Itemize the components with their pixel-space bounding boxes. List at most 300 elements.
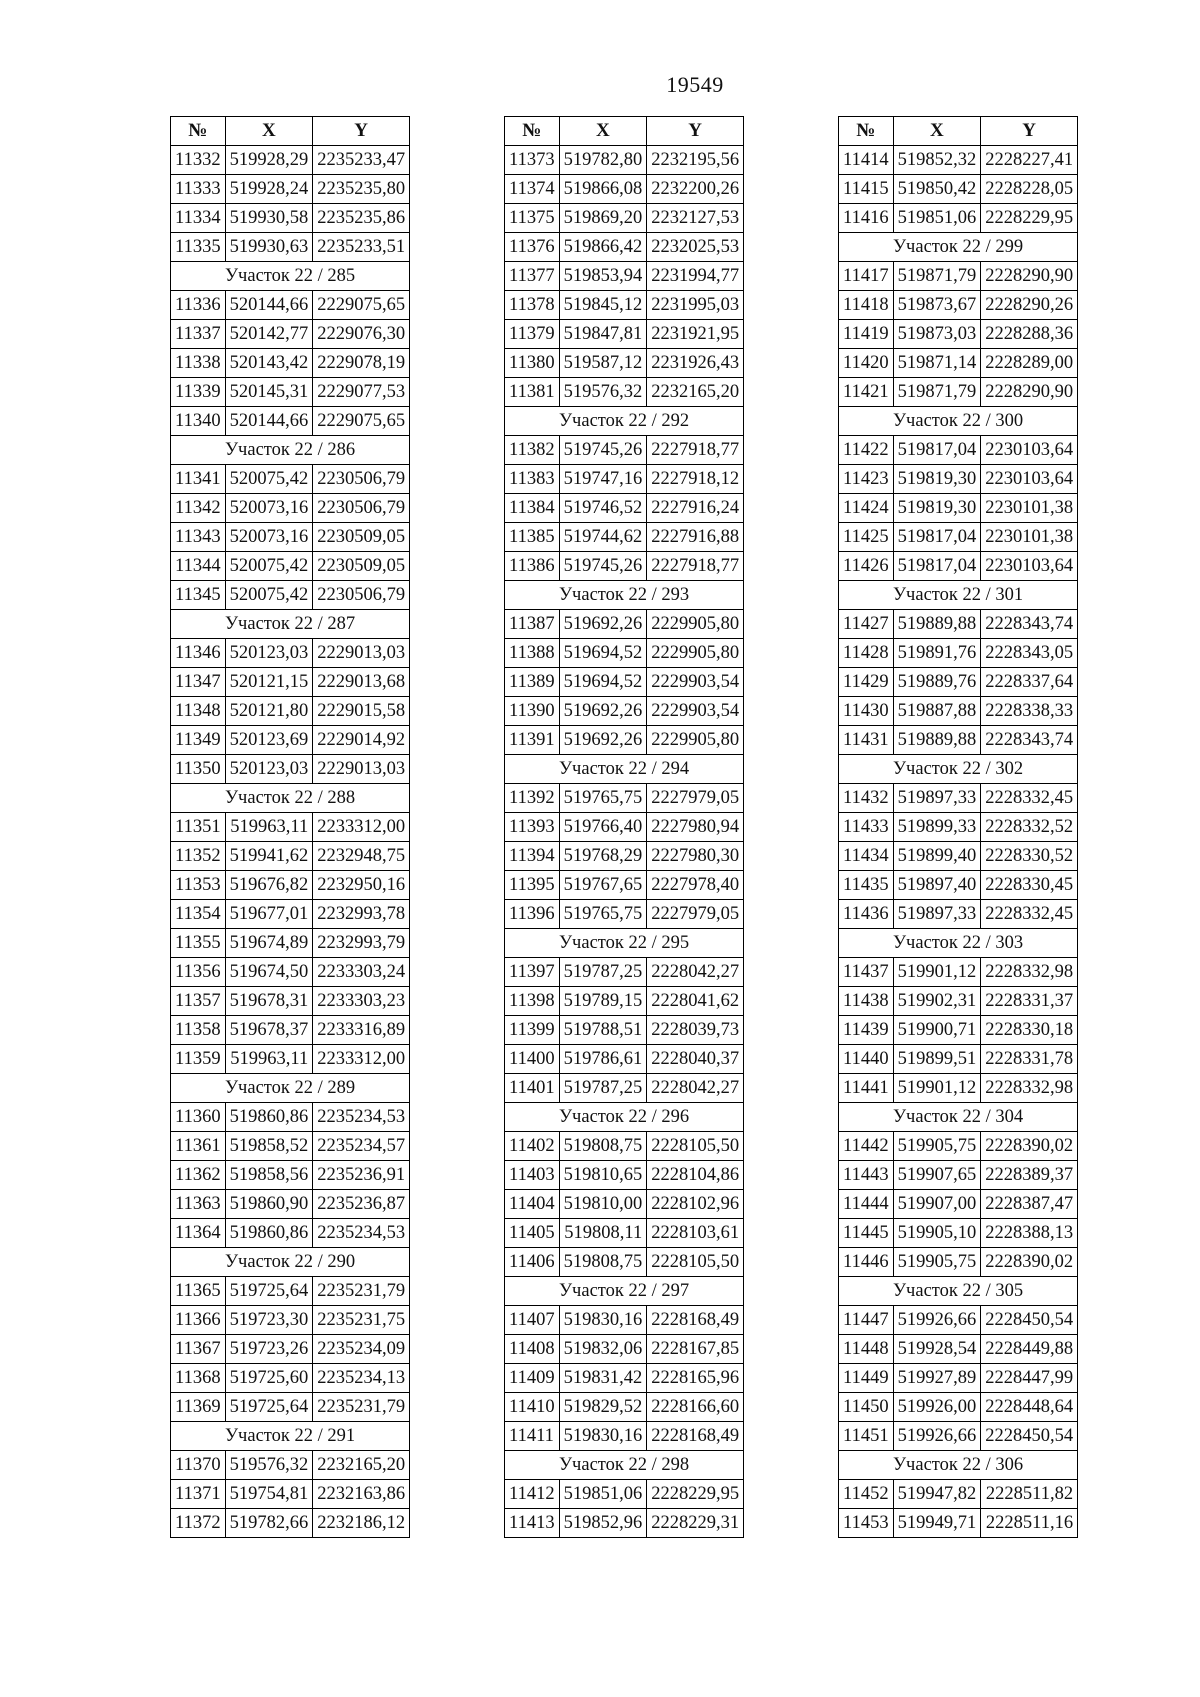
- point-number: 11367: [171, 1335, 226, 1364]
- table-row: [171, 813, 410, 842]
- x-value: 519747,16: [559, 465, 647, 494]
- table-row: [839, 726, 1078, 755]
- y-value: 2229905,80: [647, 639, 744, 668]
- point-number: 11424: [839, 494, 894, 523]
- table-row: [505, 813, 744, 842]
- x-value: 519930,58: [225, 204, 313, 233]
- y-value: 2228343,74: [981, 726, 1078, 755]
- y-value: 2229903,54: [647, 697, 744, 726]
- y-value: 2228290,90: [981, 378, 1078, 407]
- table-row: [171, 958, 410, 987]
- section-row: [171, 1074, 410, 1103]
- point-number: 11411: [505, 1422, 560, 1451]
- table-row: [505, 349, 744, 378]
- y-value: 2228332,45: [981, 784, 1078, 813]
- y-value: 2235234,53: [313, 1219, 410, 1248]
- x-value: 519901,12: [893, 1074, 981, 1103]
- table-row: [171, 1335, 410, 1364]
- table-row: [505, 726, 744, 755]
- y-value: 2228331,37: [981, 987, 1078, 1016]
- point-number: 11408: [505, 1335, 560, 1364]
- point-number: 11341: [171, 465, 226, 494]
- point-number: 11409: [505, 1364, 560, 1393]
- x-value: 519897,33: [893, 900, 981, 929]
- y-header: Y: [981, 117, 1078, 146]
- table-row: [839, 1509, 1078, 1538]
- table-row: [171, 146, 410, 175]
- section-row: [505, 929, 744, 958]
- point-number: 11343: [171, 523, 226, 552]
- x-value: 519692,26: [559, 697, 647, 726]
- x-value: 519905,10: [893, 1219, 981, 1248]
- y-value: 2231921,95: [647, 320, 744, 349]
- point-number: 11422: [839, 436, 894, 465]
- point-number: 11441: [839, 1074, 894, 1103]
- y-value: 2228448,64: [981, 1393, 1078, 1422]
- table-row: [505, 1306, 744, 1335]
- y-value: 2228337,64: [981, 668, 1078, 697]
- y-value: 2232163,86: [313, 1480, 410, 1509]
- section-label: Участок 22 / 289: [171, 1074, 410, 1103]
- y-value: 2228105,50: [647, 1248, 744, 1277]
- point-number: 11378: [505, 291, 560, 320]
- x-value: 519677,01: [225, 900, 313, 929]
- x-value: 520145,31: [225, 378, 313, 407]
- x-value: 519889,76: [893, 668, 981, 697]
- table-row: [839, 1422, 1078, 1451]
- x-value: 519819,30: [893, 494, 981, 523]
- table-row: [171, 871, 410, 900]
- x-value: 519674,89: [225, 929, 313, 958]
- y-value: 2235236,87: [313, 1190, 410, 1219]
- y-value: 2227918,77: [647, 552, 744, 581]
- x-value: 519887,88: [893, 697, 981, 726]
- table-row: [171, 465, 410, 494]
- section-row: [839, 581, 1078, 610]
- x-value: 519897,40: [893, 871, 981, 900]
- x-value: 520123,03: [225, 639, 313, 668]
- point-number: 11350: [171, 755, 226, 784]
- x-value: 519926,66: [893, 1422, 981, 1451]
- table-row: [839, 320, 1078, 349]
- y-value: 2227979,05: [647, 784, 744, 813]
- point-number: 11380: [505, 349, 560, 378]
- point-number: 11370: [171, 1451, 226, 1480]
- point-number: 11405: [505, 1219, 560, 1248]
- y-value: 2235231,79: [313, 1277, 410, 1306]
- y-value: 2228229,95: [647, 1480, 744, 1509]
- table-row: [839, 1190, 1078, 1219]
- point-number: 11340: [171, 407, 226, 436]
- table-row: [839, 465, 1078, 494]
- y-value: 2232025,53: [647, 233, 744, 262]
- y-value: 2235234,57: [313, 1132, 410, 1161]
- table-row: [505, 1016, 744, 1045]
- x-value: 520123,03: [225, 755, 313, 784]
- y-value: 2228343,05: [981, 639, 1078, 668]
- table-row: [505, 900, 744, 929]
- table-header-row: [839, 117, 1078, 146]
- y-value: 2230506,79: [313, 465, 410, 494]
- y-value: 2228390,02: [981, 1132, 1078, 1161]
- x-value: 519963,11: [225, 1045, 313, 1074]
- table-row: [171, 1219, 410, 1248]
- section-row: [839, 1451, 1078, 1480]
- point-number: 11427: [839, 610, 894, 639]
- point-number: 11361: [171, 1132, 226, 1161]
- point-number: 11390: [505, 697, 560, 726]
- section-row: [505, 581, 744, 610]
- x-value: 519889,88: [893, 610, 981, 639]
- y-value: 2235233,47: [313, 146, 410, 175]
- table-row: [505, 204, 744, 233]
- x-value: 519830,16: [559, 1422, 647, 1451]
- x-value: 520075,42: [225, 465, 313, 494]
- x-value: 519576,32: [225, 1451, 313, 1480]
- point-number: 11334: [171, 204, 226, 233]
- point-number: 11381: [505, 378, 560, 407]
- point-number: 11383: [505, 465, 560, 494]
- x-value: 520121,15: [225, 668, 313, 697]
- section-label: Участок 22 / 287: [171, 610, 410, 639]
- x-value: 519723,26: [225, 1335, 313, 1364]
- table-row: [505, 436, 744, 465]
- table-row: [171, 755, 410, 784]
- table-row: [505, 552, 744, 581]
- section-row: [839, 929, 1078, 958]
- y-value: 2235234,53: [313, 1103, 410, 1132]
- y-value: 2229905,80: [647, 610, 744, 639]
- coordinate-table-2: [504, 116, 744, 1538]
- section-label: Участок 22 / 288: [171, 784, 410, 813]
- table-row: [839, 1248, 1078, 1277]
- x-value: 520143,42: [225, 349, 313, 378]
- table-row: [839, 1219, 1078, 1248]
- point-number: 11397: [505, 958, 560, 987]
- x-value: 519817,04: [893, 523, 981, 552]
- x-value: 519725,64: [225, 1277, 313, 1306]
- section-row: [505, 1103, 744, 1132]
- section-label: Участок 22 / 299: [839, 233, 1078, 262]
- y-value: 2228103,61: [647, 1219, 744, 1248]
- y-value: 2228330,18: [981, 1016, 1078, 1045]
- x-value: 519891,76: [893, 639, 981, 668]
- table-row: [171, 987, 410, 1016]
- x-value: 519767,65: [559, 871, 647, 900]
- point-number: 11420: [839, 349, 894, 378]
- point-number: 11425: [839, 523, 894, 552]
- y-value: 2228042,27: [647, 1074, 744, 1103]
- x-value: 519782,66: [225, 1509, 313, 1538]
- y-header: Y: [313, 117, 410, 146]
- table-row: [171, 1364, 410, 1393]
- table-row: [171, 291, 410, 320]
- point-number: 11448: [839, 1335, 894, 1364]
- x-value: 519829,52: [559, 1393, 647, 1422]
- section-row: [839, 233, 1078, 262]
- table-row: [505, 262, 744, 291]
- x-header: X: [893, 117, 981, 146]
- x-value: 519928,24: [225, 175, 313, 204]
- point-number: 11338: [171, 349, 226, 378]
- table-row: [171, 1045, 410, 1074]
- section-row: [171, 1248, 410, 1277]
- point-number: 11377: [505, 262, 560, 291]
- point-number: 11402: [505, 1132, 560, 1161]
- x-value: 519676,82: [225, 871, 313, 900]
- point-number: 11398: [505, 987, 560, 1016]
- table-row: [505, 871, 744, 900]
- x-value: 519902,31: [893, 987, 981, 1016]
- section-label: Участок 22 / 292: [505, 407, 744, 436]
- y-value: 2233312,00: [313, 813, 410, 842]
- point-number: 11392: [505, 784, 560, 813]
- y-value: 2235236,91: [313, 1161, 410, 1190]
- y-value: 2230101,38: [981, 523, 1078, 552]
- y-value: 2230103,64: [981, 436, 1078, 465]
- x-value: 519789,15: [559, 987, 647, 1016]
- point-number: 11428: [839, 639, 894, 668]
- x-value: 519847,81: [559, 320, 647, 349]
- section-label: Участок 22 / 290: [171, 1248, 410, 1277]
- y-value: 2232195,56: [647, 146, 744, 175]
- y-value: 2228102,96: [647, 1190, 744, 1219]
- x-value: 519899,40: [893, 842, 981, 871]
- x-value: 519744,62: [559, 523, 647, 552]
- y-value: 2229905,80: [647, 726, 744, 755]
- table-row: [839, 523, 1078, 552]
- table-row: [839, 1161, 1078, 1190]
- y-value: 2228229,95: [981, 204, 1078, 233]
- section-row: [171, 436, 410, 465]
- table-row: [839, 175, 1078, 204]
- table-row: [171, 1190, 410, 1219]
- y-header: Y: [647, 117, 744, 146]
- x-value: 519788,51: [559, 1016, 647, 1045]
- table-row: [839, 1074, 1078, 1103]
- y-value: 2228450,54: [981, 1422, 1078, 1451]
- point-number: 11369: [171, 1393, 226, 1422]
- point-number: 11348: [171, 697, 226, 726]
- y-value: 2232127,53: [647, 204, 744, 233]
- number-header: №: [839, 117, 894, 146]
- y-value: 2227918,12: [647, 465, 744, 494]
- point-number: 11337: [171, 320, 226, 349]
- point-number: 11379: [505, 320, 560, 349]
- x-value: 519860,90: [225, 1190, 313, 1219]
- y-value: 2230506,79: [313, 494, 410, 523]
- point-number: 11437: [839, 958, 894, 987]
- section-row: [171, 610, 410, 639]
- point-number: 11345: [171, 581, 226, 610]
- point-number: 11355: [171, 929, 226, 958]
- point-number: 11395: [505, 871, 560, 900]
- x-value: 519853,94: [559, 262, 647, 291]
- x-value: 519851,06: [559, 1480, 647, 1509]
- section-label: Участок 22 / 296: [505, 1103, 744, 1132]
- x-value: 519808,11: [559, 1219, 647, 1248]
- x-value: 519782,80: [559, 146, 647, 175]
- table-row: [171, 1161, 410, 1190]
- y-value: 2228330,45: [981, 871, 1078, 900]
- x-value: 519678,31: [225, 987, 313, 1016]
- x-value: 519810,00: [559, 1190, 647, 1219]
- y-value: 2228042,27: [647, 958, 744, 987]
- x-value: 519907,65: [893, 1161, 981, 1190]
- section-label: Участок 22 / 286: [171, 436, 410, 465]
- x-value: 519831,42: [559, 1364, 647, 1393]
- y-value: 2228511,16: [981, 1509, 1078, 1538]
- y-value: 2228168,49: [647, 1306, 744, 1335]
- table-row: [505, 146, 744, 175]
- table-row: [839, 1016, 1078, 1045]
- x-value: 519817,04: [893, 436, 981, 465]
- point-number: 11368: [171, 1364, 226, 1393]
- table-row: [171, 320, 410, 349]
- table-row: [839, 697, 1078, 726]
- y-value: 2227916,24: [647, 494, 744, 523]
- y-value: 2228387,47: [981, 1190, 1078, 1219]
- x-value: 519907,00: [893, 1190, 981, 1219]
- y-value: 2233316,89: [313, 1016, 410, 1045]
- table-row: [505, 987, 744, 1016]
- point-number: 11442: [839, 1132, 894, 1161]
- x-value: 519754,81: [225, 1480, 313, 1509]
- point-number: 11387: [505, 610, 560, 639]
- x-value: 519851,06: [893, 204, 981, 233]
- point-number: 11430: [839, 697, 894, 726]
- x-value: 519963,11: [225, 813, 313, 842]
- x-value: 519787,25: [559, 1074, 647, 1103]
- point-number: 11436: [839, 900, 894, 929]
- x-value: 519725,64: [225, 1393, 313, 1422]
- y-value: 2235231,79: [313, 1393, 410, 1422]
- y-value: 2229013,03: [313, 639, 410, 668]
- x-value: 519947,82: [893, 1480, 981, 1509]
- table-row: [505, 1219, 744, 1248]
- x-value: 520144,66: [225, 407, 313, 436]
- table-row: [171, 1306, 410, 1335]
- x-value: 519905,75: [893, 1132, 981, 1161]
- point-number: 11366: [171, 1306, 226, 1335]
- point-number: 11359: [171, 1045, 226, 1074]
- y-value: 2228338,33: [981, 697, 1078, 726]
- point-number: 11352: [171, 842, 226, 871]
- y-value: 2228166,60: [647, 1393, 744, 1422]
- section-row: [171, 1422, 410, 1451]
- point-number: 11362: [171, 1161, 226, 1190]
- y-value: 2233303,24: [313, 958, 410, 987]
- table-row: [171, 494, 410, 523]
- table-row: [505, 1422, 744, 1451]
- point-number: 11346: [171, 639, 226, 668]
- y-value: 2228390,02: [981, 1248, 1078, 1277]
- y-value: 2227979,05: [647, 900, 744, 929]
- y-value: 2228511,82: [981, 1480, 1078, 1509]
- table-row: [171, 552, 410, 581]
- y-value: 2228332,98: [981, 958, 1078, 987]
- number-header: №: [171, 117, 226, 146]
- point-number: 11414: [839, 146, 894, 175]
- x-value: 520121,80: [225, 697, 313, 726]
- section-label: Участок 22 / 300: [839, 407, 1078, 436]
- x-value: 520073,16: [225, 494, 313, 523]
- table-row: [839, 610, 1078, 639]
- x-value: 520144,66: [225, 291, 313, 320]
- point-number: 11333: [171, 175, 226, 204]
- table-row: [505, 668, 744, 697]
- y-value: 2228332,98: [981, 1074, 1078, 1103]
- point-number: 11418: [839, 291, 894, 320]
- y-value: 2228289,00: [981, 349, 1078, 378]
- point-number: 11451: [839, 1422, 894, 1451]
- y-value: 2228290,90: [981, 262, 1078, 291]
- point-number: 11363: [171, 1190, 226, 1219]
- table-row: [171, 1480, 410, 1509]
- point-number: 11351: [171, 813, 226, 842]
- point-number: 11339: [171, 378, 226, 407]
- section-row: [505, 407, 744, 436]
- table-row: [839, 552, 1078, 581]
- x-value: 519817,04: [893, 552, 981, 581]
- y-value: 2227980,94: [647, 813, 744, 842]
- point-number: 11407: [505, 1306, 560, 1335]
- table-header-row: [171, 117, 410, 146]
- section-label: Участок 22 / 306: [839, 1451, 1078, 1480]
- section-label: Участок 22 / 304: [839, 1103, 1078, 1132]
- y-value: 2229903,54: [647, 668, 744, 697]
- point-number: 11446: [839, 1248, 894, 1277]
- x-value: 519860,86: [225, 1219, 313, 1248]
- point-number: 11388: [505, 639, 560, 668]
- x-value: 519692,26: [559, 726, 647, 755]
- table-row: [171, 407, 410, 436]
- x-value: 519900,71: [893, 1016, 981, 1045]
- y-value: 2230509,05: [313, 523, 410, 552]
- point-number: 11401: [505, 1074, 560, 1103]
- y-value: 2229014,92: [313, 726, 410, 755]
- x-value: 519819,30: [893, 465, 981, 494]
- section-row: [505, 1277, 744, 1306]
- point-number: 11372: [171, 1509, 226, 1538]
- y-value: 2229075,65: [313, 407, 410, 436]
- table-row: [505, 1509, 744, 1538]
- page-number: 19549: [666, 72, 724, 97]
- point-number: 11433: [839, 813, 894, 842]
- x-value: 519889,88: [893, 726, 981, 755]
- y-value: 2228332,52: [981, 813, 1078, 842]
- point-number: 11443: [839, 1161, 894, 1190]
- point-number: 11349: [171, 726, 226, 755]
- x-value: 519941,62: [225, 842, 313, 871]
- x-value: 519873,67: [893, 291, 981, 320]
- point-number: 11413: [505, 1509, 560, 1538]
- section-row: [839, 1103, 1078, 1132]
- x-value: 519787,25: [559, 958, 647, 987]
- y-value: 2228165,96: [647, 1364, 744, 1393]
- y-value: 2231995,03: [647, 291, 744, 320]
- section-label: Участок 22 / 302: [839, 755, 1078, 784]
- table-row: [171, 523, 410, 552]
- x-value: 519723,30: [225, 1306, 313, 1335]
- x-value: 520142,77: [225, 320, 313, 349]
- point-number: 11358: [171, 1016, 226, 1045]
- x-header: X: [225, 117, 313, 146]
- table-row: [171, 233, 410, 262]
- point-number: 11364: [171, 1219, 226, 1248]
- section-label: Участок 22 / 293: [505, 581, 744, 610]
- table-row: [171, 1451, 410, 1480]
